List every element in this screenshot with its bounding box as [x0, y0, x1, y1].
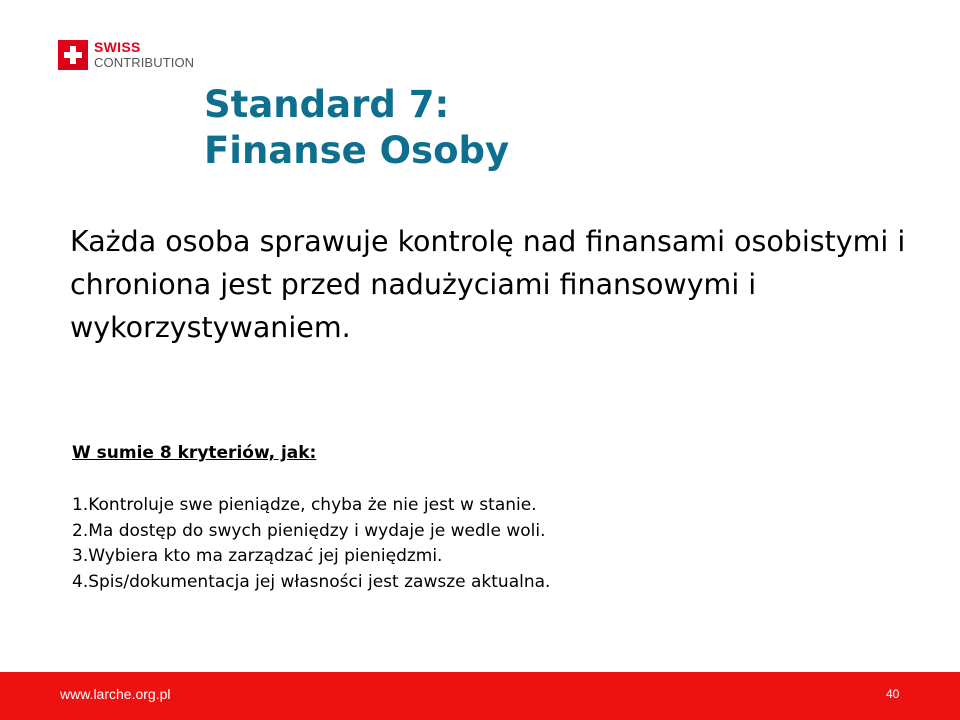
slide-title-line-2: Finanse Osoby — [204, 129, 510, 172]
logo-line-contribution: CONTRIBUTION — [94, 55, 195, 70]
logo-text — [94, 40, 194, 70]
criteria-item: 4.Spis/dokumentacja jej własności jest zawsze aktualna. — [72, 571, 551, 592]
slide-title — [204, 82, 509, 174]
slide-title-line-1: Standard 7: — [204, 83, 450, 126]
footer-url: www.larche.org.pl — [60, 686, 171, 702]
standard-statement: Każda osoba sprawuje kontrolę nad finansami osobistymi i chroniona jest przed nadużyciami finansowymi i wykorzystywaniem. — [70, 225, 906, 344]
logo-line-swiss: SWISS — [94, 39, 141, 55]
page-number: 40 — [886, 687, 900, 701]
criteria-item: 2.Ma dostęp do swych pieniędzy i wydaje je wedle woli. — [72, 520, 546, 541]
swiss-cross-icon — [58, 40, 88, 70]
criteria-item: 1.Kontroluje swe pieniądze, chyba że nie jest w stanie. — [72, 495, 537, 515]
criteria-item: 3.Wybiera kto ma zarządzać jej pieniędzmi. — [72, 546, 443, 566]
criteria-list — [72, 493, 550, 595]
footer-bar — [0, 672, 960, 720]
criteria-heading: W sumie 8 kryteriów, jak: — [72, 443, 317, 463]
swiss-contribution-logo — [58, 40, 194, 70]
